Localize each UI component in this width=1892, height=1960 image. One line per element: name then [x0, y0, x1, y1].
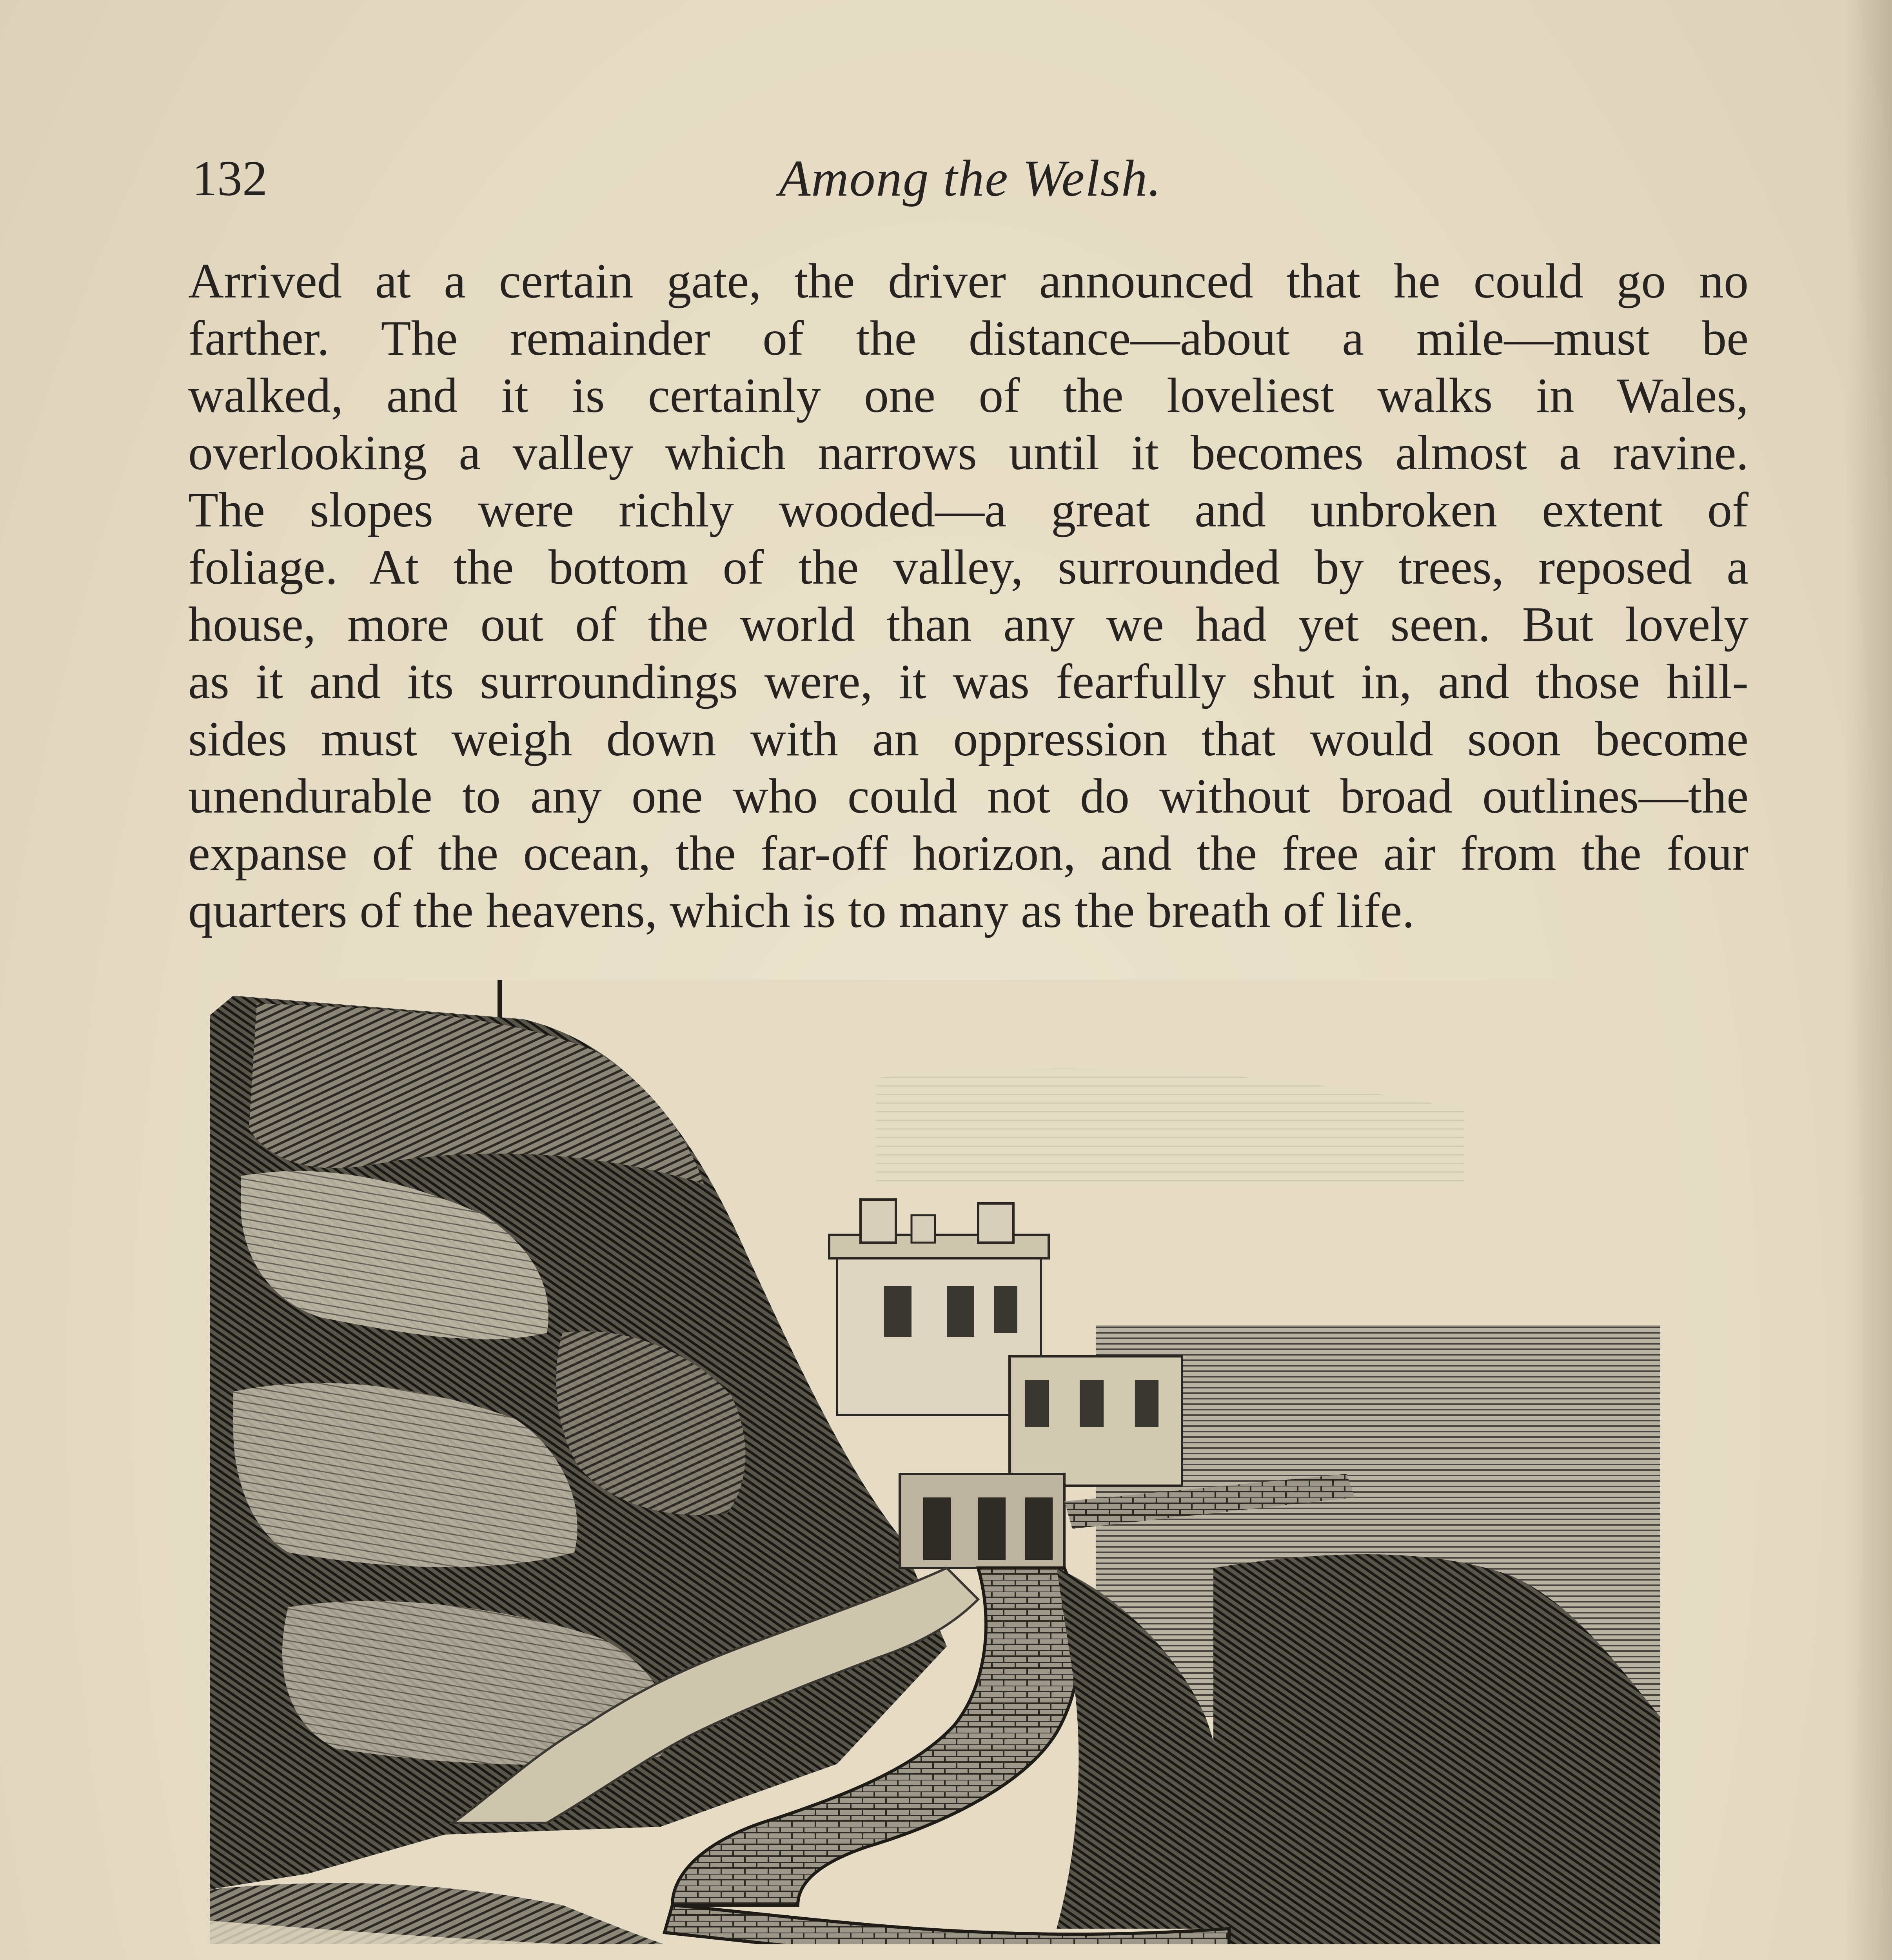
text-line: as it and its surroundings were, it was fearfully shut in, and those hill- — [188, 655, 1749, 709]
text-line: Arrived at a certain gate, the driver announced that he could go no — [188, 254, 1749, 309]
text-line: unendurable to any one who could not do without broad outlines—the — [188, 769, 1749, 824]
text-line: farther. The remainder of the distance—about a mile—must be — [188, 311, 1749, 366]
running-title: Among the Welsh. — [779, 149, 1162, 207]
text-line: house, more out of the world than any we had yet seen. But lovely — [188, 597, 1749, 652]
text-line: expanse of the ocean, the far-off horizon, and the free air from the four — [188, 826, 1749, 881]
lighthouse-engraving — [210, 980, 1660, 1960]
text-line: quarters of the heavens, which is to many as the breath of life. — [188, 884, 1414, 938]
text-line: sides must weigh down with an oppression that would soon become — [188, 712, 1749, 766]
page-number: 132 — [192, 151, 267, 206]
running-head — [192, 141, 1749, 216]
text-line: foliage. At the bottom of the valley, surrounded by trees, reposed a — [188, 540, 1749, 595]
text-line: overlooking a valley which narrows until it becomes almost a ravine. — [188, 426, 1749, 480]
engraving-illustration — [210, 980, 1660, 1960]
paragraph-1 — [188, 253, 1749, 940]
text-line: walked, and it is certainly one of the loveliest walks in Wales, — [188, 368, 1749, 423]
text-line: The slopes were richly wooded—a great and unbroken extent of — [188, 483, 1749, 537]
